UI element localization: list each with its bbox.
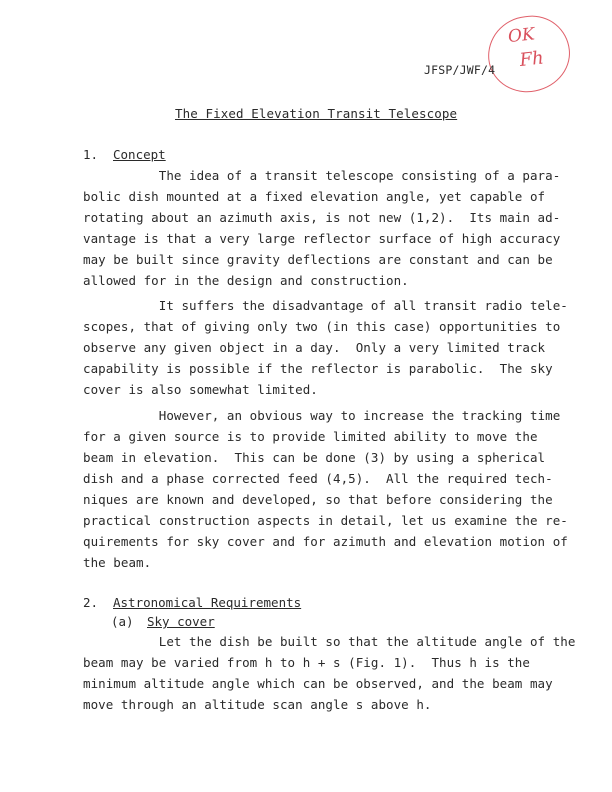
body-line: dish and a phase corrected feed (4,5). All the required tech- bbox=[83, 471, 553, 486]
body-line: Let the dish be built so that the altitude angle of the bbox=[83, 634, 576, 649]
body-line: niques are known and developed, so that before considering the bbox=[83, 492, 553, 507]
body-line: bolic dish mounted at a fixed elevation angle, yet capable of bbox=[83, 189, 546, 204]
body-line: vantage is that a very large reflector surface of high accuracy bbox=[83, 231, 561, 246]
body-line: beam in elevation. This can be done (3) by using a spherical bbox=[83, 450, 546, 465]
subsection-number: (a) bbox=[111, 614, 134, 629]
section-number: 1. bbox=[83, 147, 99, 162]
body-line: allowed for in the design and construction. bbox=[83, 273, 409, 288]
section-title: Astronomical Requirements bbox=[113, 595, 302, 610]
body-line: move through an altitude scan angle s above h. bbox=[83, 697, 432, 712]
stamp-initials: Fh bbox=[518, 47, 545, 71]
body-line: It suffers the disadvantage of all transit radio tele- bbox=[83, 298, 568, 313]
body-line: beam may be varied from h to h + s (Fig. 1). Thus h is the bbox=[83, 655, 530, 670]
body-line: However, an obvious way to increase the tracking time bbox=[83, 408, 561, 423]
section-title: Concept bbox=[113, 147, 166, 162]
stamp-text-ok: OK bbox=[507, 24, 536, 48]
body-line: cover is also somewhat limited. bbox=[83, 382, 318, 397]
body-line: the beam. bbox=[83, 555, 152, 570]
subsection-heading-sky-cover bbox=[111, 614, 215, 629]
document-reference: JFSP/JWF/4 bbox=[424, 63, 496, 77]
section-heading-astronomical-requirements bbox=[83, 595, 301, 610]
body-line: observe any given object in a day. Only a very limited track bbox=[83, 340, 546, 355]
section-number: 2. bbox=[83, 595, 99, 610]
document-title: The Fixed Elevation Transit Telescope bbox=[175, 106, 458, 121]
body-line: practical construction aspects in detail, let us examine the re- bbox=[83, 513, 568, 528]
body-line: minimum altitude angle which can be observed, and the beam may bbox=[83, 676, 553, 691]
body-line: may be built since gravity deflections are constant and can be bbox=[83, 252, 553, 267]
body-line: rotating about an azimuth axis, is not new (1,2). Its main ad- bbox=[83, 210, 561, 225]
approval-stamp bbox=[484, 12, 573, 96]
body-line: for a given source is to provide limited ability to move the bbox=[83, 429, 538, 444]
subsection-title: Sky cover bbox=[147, 614, 215, 629]
body-line: quirements for sky cover and for azimuth and elevation motion of bbox=[83, 534, 568, 549]
body-line: scopes, that of giving only two (in this case) opportunities to bbox=[83, 319, 561, 334]
body-line: capability is possible if the reflector is parabolic. The sky bbox=[83, 361, 553, 376]
body-line: The idea of a transit telescope consisting of a para- bbox=[83, 168, 561, 183]
section-heading-concept bbox=[83, 147, 166, 162]
